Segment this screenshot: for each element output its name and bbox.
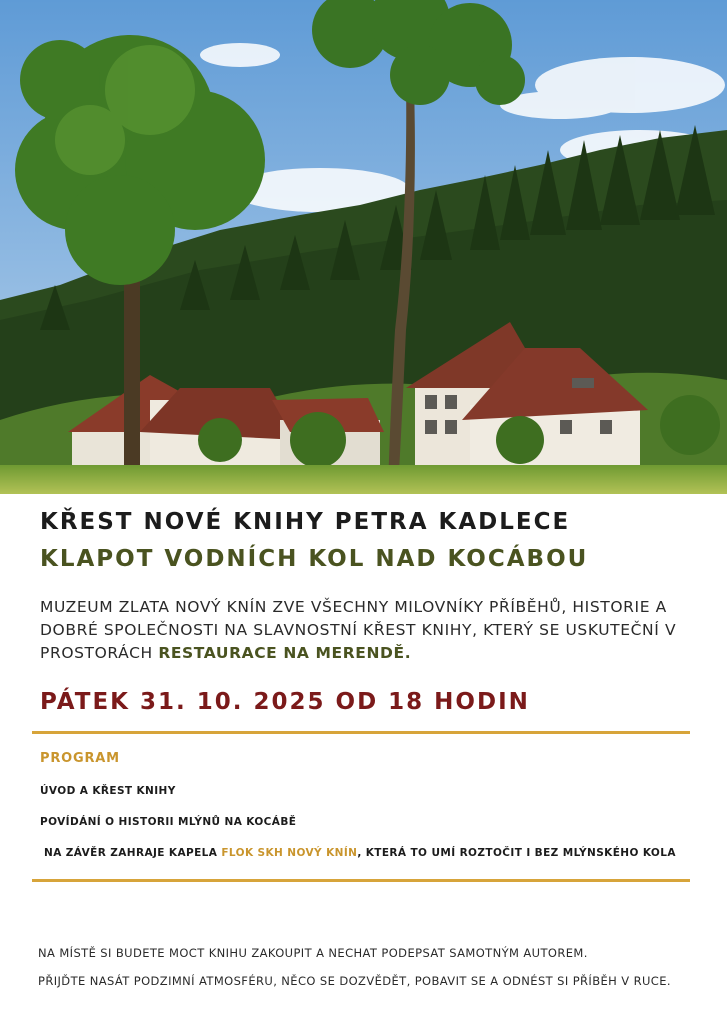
program-item-3: [44, 847, 676, 859]
divider-top: [32, 731, 690, 734]
program-item-2: POVÍDÁNÍ O HISTORII MLÝNŮ NA KOCÁBĚ: [40, 816, 297, 828]
invitation-body: MUZEUM ZLATA NOVÝ KNÍN ZVE VŠECHNY MILOVNÍKY PŘÍBĚHŮ, HISTORIE A DOBRÉ SPOLEČNOSTI NA SLAVNOSTNÍ KŘEST KNIHY, KTERÝ SE USKUTEČNÍ V PROSTORÁCH: [40, 598, 677, 662]
program-item-3-tail: , KTERÁ TO UMÍ ROZTOČIT I BEZ MLÝNSKÉHO KOLA: [357, 847, 676, 859]
footer-note-2: PŘIJĎTE NASÁT PODZIMNÍ ATMOSFÉRU, NĚCO SE DOZVĚDĚT, POBAVIT SE A ODNÉST SI PŘÍBĚH V RUCE.: [38, 974, 671, 988]
event-date: PÁTEK 31. 10. 2025 OD 18 HODIN: [40, 689, 530, 715]
landscape-illustration: [0, 0, 727, 494]
book-title: KLAPOT VODNÍCH KOL NAD KOCÁBOU: [40, 546, 589, 572]
band-name: FLOK SKH NOVÝ KNÍN: [221, 847, 358, 859]
venue-name: RESTAURACE NA MERENDĚ.: [158, 644, 412, 662]
footer-note-1: NA MÍSTĚ SI BUDETE MOCT KNIHU ZAKOUPIT A NECHAT PODEPSAT SAMOTNÝM AUTOREM.: [38, 946, 588, 960]
event-title: KŘEST NOVÉ KNIHY PETRA KADLECE: [40, 509, 571, 535]
program-heading: PROGRAM: [40, 751, 120, 766]
hero-photo: [0, 0, 727, 494]
program-item-1: ÚVOD A KŘEST KNIHY: [40, 785, 176, 797]
program-item-3-text: NA ZÁVĚR ZAHRAJE KAPELA: [44, 847, 222, 859]
invitation-text: [40, 596, 700, 665]
divider-bottom: [32, 879, 690, 882]
